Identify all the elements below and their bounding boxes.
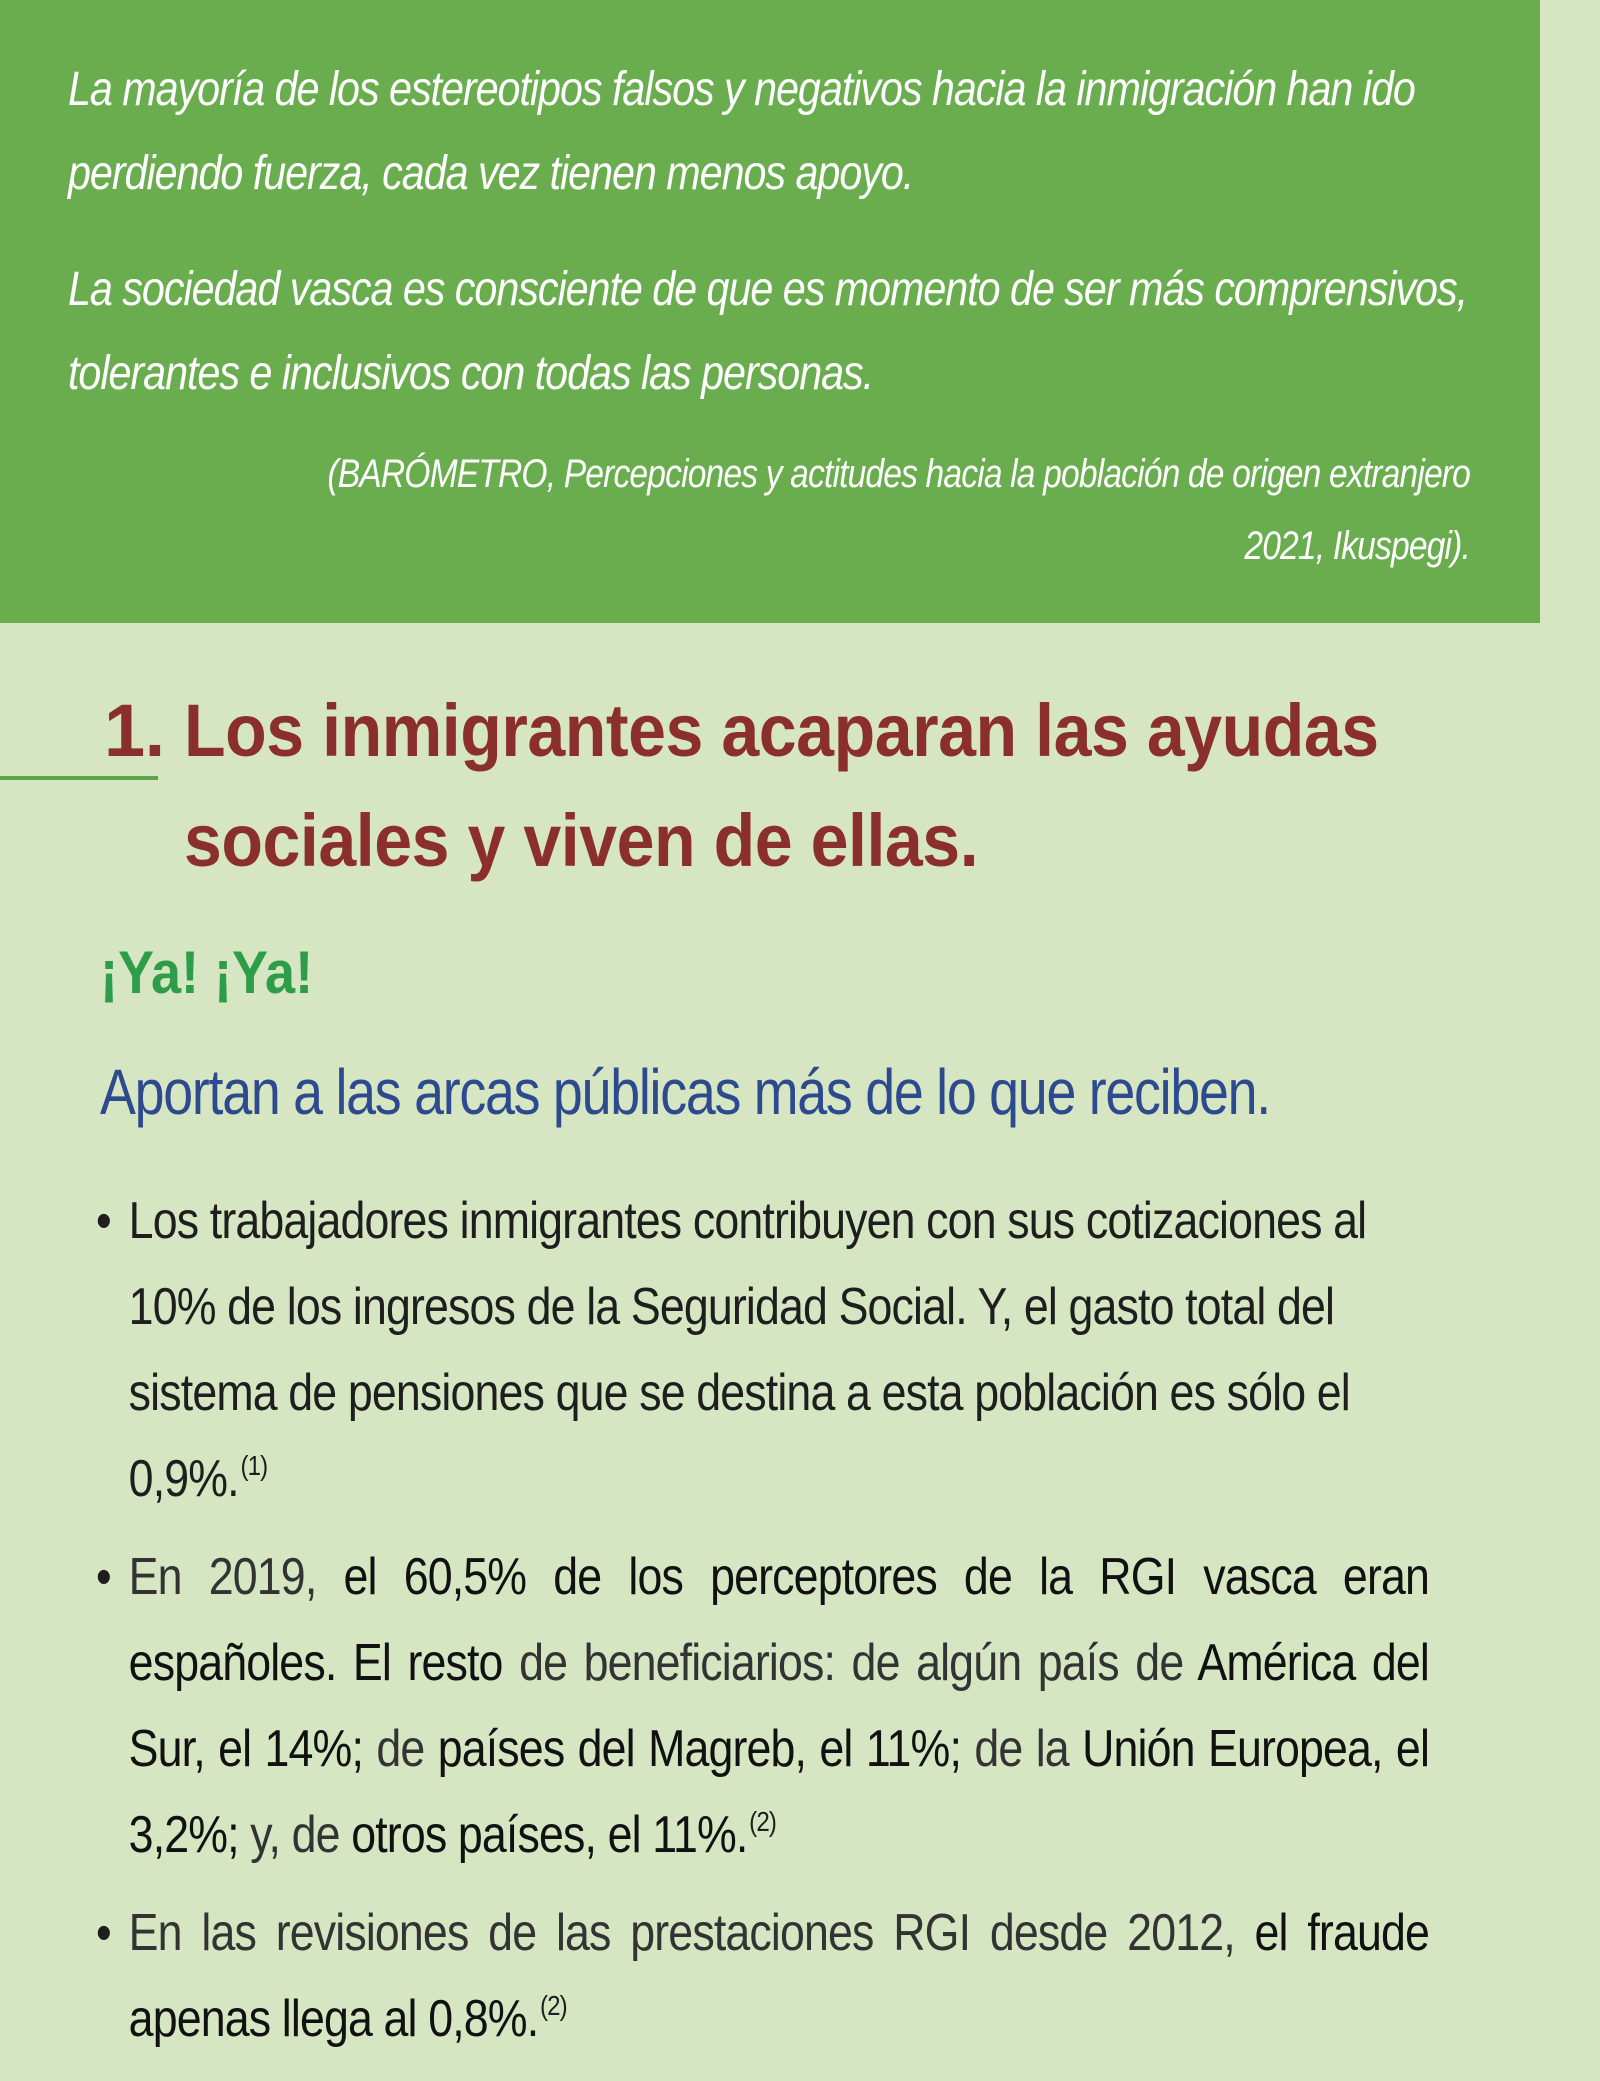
footnote-ref: (1) <box>240 1450 268 1481</box>
bullet-text-highlight: países del Magreb, el 11%; <box>437 1720 962 1778</box>
section-number: 1. <box>104 689 165 772</box>
bullet-text-light: y, de <box>238 1806 352 1864</box>
bullet-text-highlight: el 60,5% de los perceptores de la RGI vasca eran españoles. El resto <box>128 1548 1430 1692</box>
quote-source: (BARÓMETRO, Percepciones y actitudes hacia la población de origen extranjero 2021, Ikuspegi). <box>327 452 1471 568</box>
list-item <box>96 1534 1429 1878</box>
bullet-text-light: de <box>363 1720 438 1778</box>
bullet-icon: • <box>96 1904 111 1962</box>
list-item <box>96 1178 1429 1522</box>
section-title-text: Los inmigrantes acaparan las ayudas sociales y viven de ellas. <box>184 689 1379 882</box>
footnote-ref: (2) <box>539 1990 567 2021</box>
quote-paragraph-2: La sociedad vasca es consciente de que es momento de ser más comprensivos, tolerantes e inclusivos con todas las personas. <box>68 263 1468 400</box>
bullet-text-light: de beneficiarios: de algún país de <box>502 1634 1198 1692</box>
bullet-text-light: En las revisiones de las prestaciones RGI desde 2012, <box>128 1904 1255 1962</box>
bullet-text-light: En 2019, <box>128 1548 344 1606</box>
bullet-icon: • <box>96 1548 111 1606</box>
quote-paragraph-1: La mayoría de los estereotipos falsos y negativos hacia la inmigración han ido perdiendo fuerza, cada vez tienen menos apoyo. <box>68 63 1415 200</box>
bullet-text-highlight: América del Sur, el 14%; <box>128 1634 1429 1778</box>
bullet-list <box>96 1178 1429 2074</box>
bullet-text: Los trabajadores inmigrantes contribuyen con sus cotizaciones al 10% de los ingresos de la Seguridad Social. Y, el gasto total del sistema de pensiones que se destina a esta población es sólo el 0,9%. <box>128 1192 1367 1508</box>
bullet-text-light: de la <box>961 1720 1083 1778</box>
section-title <box>104 676 1504 896</box>
bullet-text-highlight: el fraude apenas llega al 0,8%. <box>128 1904 1429 2048</box>
footnote-ref: (2) <box>749 1806 777 1837</box>
bullet-text-highlight: Unión Europea, el 3,2%; <box>128 1720 1430 1864</box>
quote-box <box>0 0 1540 623</box>
section-subtitle: Aportan a las arcas públicas más de lo que reciben. <box>100 1056 1270 1128</box>
list-item <box>96 1890 1429 2062</box>
bullet-text-highlight: otros países, el 11%. <box>351 1806 748 1864</box>
exclamation-heading: ¡Ya! ¡Ya! <box>100 939 314 1006</box>
bullet-icon: • <box>96 1192 111 1250</box>
